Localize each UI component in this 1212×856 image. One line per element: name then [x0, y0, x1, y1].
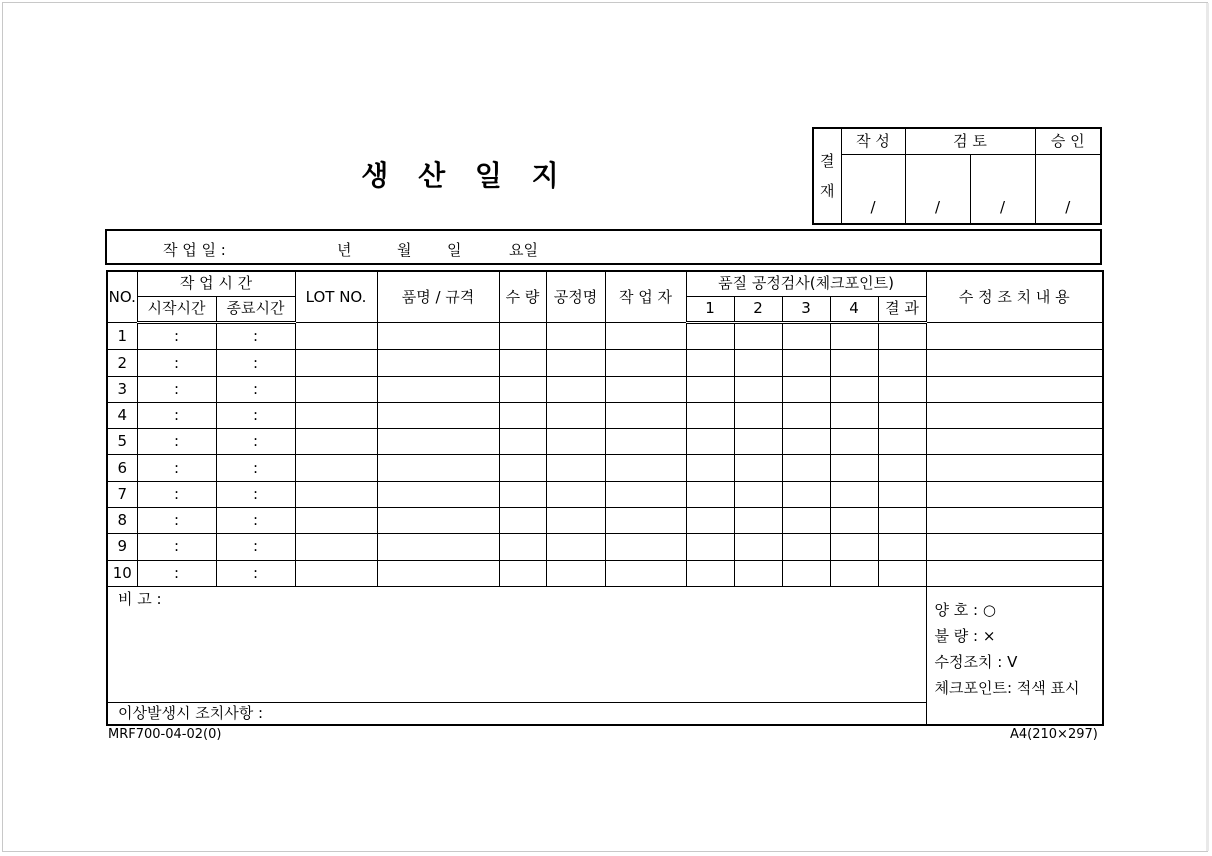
result-cell[interactable] [878, 508, 926, 534]
header-quality-check: 품질 공정검사(체크포인트) [686, 271, 926, 296]
row-number: 4 [107, 402, 137, 428]
year-label: 년 [337, 241, 352, 259]
process-cell[interactable] [546, 455, 605, 481]
start-time-cell[interactable]: : [137, 350, 216, 376]
header-checkpoint-2: 2 [734, 296, 782, 322]
table-row [107, 508, 1103, 534]
lot-no-cell[interactable] [295, 402, 377, 428]
checkpoint-1-cell[interactable] [686, 534, 734, 560]
table-row [107, 350, 1103, 376]
result-cell[interactable] [878, 455, 926, 481]
quantity-cell[interactable] [499, 481, 546, 507]
worker-cell[interactable] [605, 455, 686, 481]
lot-no-cell[interactable] [295, 376, 377, 402]
checkpoint-2-cell[interactable] [734, 481, 782, 507]
result-cell[interactable] [878, 376, 926, 402]
quantity-cell[interactable] [499, 323, 546, 350]
table-row [107, 376, 1103, 402]
start-time-cell[interactable]: : [137, 481, 216, 507]
worker-cell[interactable] [605, 402, 686, 428]
work-date-label: 작 업 일 : [163, 241, 226, 259]
checkpoint-2-cell[interactable] [734, 350, 782, 376]
legend-cell [926, 586, 1103, 725]
table-row [107, 323, 1103, 350]
checkpoint-1-cell[interactable] [686, 429, 734, 455]
month-label: 월 [397, 241, 412, 259]
checkpoint-3-cell[interactable] [782, 481, 830, 507]
process-cell[interactable] [546, 534, 605, 560]
item-spec-cell[interactable] [377, 429, 499, 455]
checkpoint-1-cell[interactable] [686, 560, 734, 586]
table-row [107, 429, 1103, 455]
process-cell[interactable] [546, 376, 605, 402]
end-time-cell[interactable]: : [216, 323, 295, 350]
process-cell[interactable] [546, 560, 605, 586]
checkpoint-3-cell[interactable] [782, 350, 830, 376]
start-time-cell[interactable]: : [137, 376, 216, 402]
row-number: 1 [107, 323, 137, 350]
start-time-cell[interactable]: : [137, 534, 216, 560]
approval-cell-1[interactable]: / [841, 154, 905, 224]
legend-checkpoint: 체크포인트: 적색 표시 [934, 678, 1080, 697]
doc-code: MRF700-04-02(0) [108, 727, 222, 742]
page-title: 생 산 일 지 [361, 159, 569, 192]
result-cell[interactable] [878, 534, 926, 560]
scrollbar[interactable] [1206, 3, 1209, 851]
row-number: 2 [107, 350, 137, 376]
checkpoint-4-cell[interactable] [830, 402, 878, 428]
production-log-table [106, 270, 1104, 726]
checkpoint-2-cell[interactable] [734, 429, 782, 455]
quantity-cell[interactable] [499, 508, 546, 534]
day-label: 일 [447, 241, 462, 259]
item-spec-cell[interactable] [377, 350, 499, 376]
correction-cell[interactable] [926, 323, 1103, 350]
weekday-label: 요일 [509, 241, 538, 259]
process-cell[interactable] [546, 402, 605, 428]
header-checkpoint-1: 1 [686, 296, 734, 322]
checkpoint-4-cell[interactable] [830, 508, 878, 534]
table-row [107, 402, 1103, 428]
approval-cell-3[interactable]: / [970, 154, 1035, 224]
quantity-cell[interactable] [499, 376, 546, 402]
row-number: 10 [107, 560, 137, 586]
result-cell[interactable] [878, 402, 926, 428]
header-quantity: 수 량 [499, 271, 546, 323]
work-date-line [105, 229, 1102, 265]
legend-correction: 수정조치 : V [934, 652, 1018, 671]
header-result: 결 과 [878, 296, 926, 322]
end-time-cell[interactable]: : [216, 508, 295, 534]
result-cell[interactable] [878, 481, 926, 507]
correction-cell[interactable] [926, 508, 1103, 534]
remarks-label: 비 고 : [118, 589, 162, 608]
item-spec-cell[interactable] [377, 323, 499, 350]
lot-no-cell[interactable] [295, 323, 377, 350]
process-cell[interactable] [546, 481, 605, 507]
checkpoint-4-cell[interactable] [830, 455, 878, 481]
checkpoint-4-cell[interactable] [830, 429, 878, 455]
item-spec-cell[interactable] [377, 376, 499, 402]
worker-cell[interactable] [605, 508, 686, 534]
checkpoint-2-cell[interactable] [734, 402, 782, 428]
process-cell[interactable] [546, 323, 605, 350]
correction-cell[interactable] [926, 560, 1103, 586]
checkpoint-1-cell[interactable] [686, 455, 734, 481]
quantity-cell[interactable] [499, 402, 546, 428]
approval-header-writer: 작 성 [841, 128, 905, 154]
item-spec-cell[interactable] [377, 402, 499, 428]
correction-cell[interactable] [926, 534, 1103, 560]
checkpoint-3-cell[interactable] [782, 429, 830, 455]
checkpoint-1-cell[interactable] [686, 508, 734, 534]
header-process: 공정명 [546, 271, 605, 323]
end-time-cell[interactable]: : [216, 429, 295, 455]
approval-header-review: 검 토 [905, 128, 1035, 154]
item-spec-cell[interactable] [377, 534, 499, 560]
start-time-cell[interactable]: : [137, 560, 216, 586]
lot-no-cell[interactable] [295, 350, 377, 376]
quantity-cell[interactable] [499, 350, 546, 376]
approval-header-approve: 승 인 [1035, 128, 1101, 154]
approval-box [812, 127, 1102, 225]
end-time-cell[interactable]: : [216, 350, 295, 376]
checkpoint-2-cell[interactable] [734, 455, 782, 481]
worker-cell[interactable] [605, 323, 686, 350]
result-cell[interactable] [878, 350, 926, 376]
start-time-cell[interactable]: : [137, 508, 216, 534]
checkpoint-4-cell[interactable] [830, 376, 878, 402]
end-time-cell[interactable]: : [216, 402, 295, 428]
row-number: 9 [107, 534, 137, 560]
quantity-cell[interactable] [499, 429, 546, 455]
correction-cell[interactable] [926, 429, 1103, 455]
process-cell[interactable] [546, 508, 605, 534]
checkpoint-2-cell[interactable] [734, 560, 782, 586]
table-row [107, 455, 1103, 481]
end-time-cell[interactable]: : [216, 376, 295, 402]
worker-cell[interactable] [605, 534, 686, 560]
checkpoint-4-cell[interactable] [830, 560, 878, 586]
row-number: 5 [107, 429, 137, 455]
abnormal-action-cell[interactable] [107, 703, 926, 725]
worker-cell[interactable] [605, 350, 686, 376]
header-checkpoint-3: 3 [782, 296, 830, 322]
header-end-time: 종료시간 [216, 296, 295, 322]
table-row [107, 560, 1103, 586]
checkpoint-3-cell[interactable] [782, 376, 830, 402]
approval-cell-2[interactable]: / [905, 154, 970, 224]
end-time-cell[interactable]: : [216, 534, 295, 560]
correction-cell[interactable] [926, 481, 1103, 507]
item-spec-cell[interactable] [377, 560, 499, 586]
checkpoint-2-cell[interactable] [734, 323, 782, 350]
checkpoint-2-cell[interactable] [734, 376, 782, 402]
lot-no-cell[interactable] [295, 429, 377, 455]
approval-side-label: 결 재 [813, 128, 841, 224]
correction-cell[interactable] [926, 402, 1103, 428]
start-time-cell[interactable]: : [137, 455, 216, 481]
start-time-cell[interactable]: : [137, 323, 216, 350]
checkpoint-3-cell[interactable] [782, 534, 830, 560]
item-spec-cell[interactable] [377, 455, 499, 481]
checkpoint-2-cell[interactable] [734, 508, 782, 534]
result-cell[interactable] [878, 560, 926, 586]
legend-good: 양 호 : ○ [934, 600, 996, 619]
header-worker: 작 업 자 [605, 271, 686, 323]
quantity-cell[interactable] [499, 534, 546, 560]
result-cell[interactable] [878, 323, 926, 350]
checkpoint-3-cell[interactable] [782, 323, 830, 350]
checkpoint-4-cell[interactable] [830, 481, 878, 507]
result-cell[interactable] [878, 429, 926, 455]
header-checkpoint-4: 4 [830, 296, 878, 322]
process-cell[interactable] [546, 429, 605, 455]
checkpoint-1-cell[interactable] [686, 323, 734, 350]
correction-cell[interactable] [926, 455, 1103, 481]
header-start-time: 시작시간 [137, 296, 216, 322]
header-item-spec: 품명 / 규격 [377, 271, 499, 323]
quantity-cell[interactable] [499, 455, 546, 481]
worker-cell[interactable] [605, 481, 686, 507]
header-correction: 수 정 조 치 내 용 [926, 271, 1103, 323]
checkpoint-4-cell[interactable] [830, 323, 878, 350]
legend-defect: 불 량 : × [934, 626, 996, 645]
lot-no-cell[interactable] [295, 481, 377, 507]
lot-no-cell[interactable] [295, 508, 377, 534]
checkpoint-3-cell[interactable] [782, 455, 830, 481]
end-time-cell[interactable]: : [216, 455, 295, 481]
checkpoint-3-cell[interactable] [782, 508, 830, 534]
end-time-cell[interactable]: : [216, 481, 295, 507]
lot-no-cell[interactable] [295, 455, 377, 481]
correction-cell[interactable] [926, 350, 1103, 376]
lot-no-cell[interactable] [295, 560, 377, 586]
end-time-cell[interactable]: : [216, 560, 295, 586]
approval-cell-4[interactable]: / [1035, 154, 1101, 224]
correction-cell[interactable] [926, 376, 1103, 402]
header-no: NO. [107, 271, 137, 323]
checkpoint-1-cell[interactable] [686, 481, 734, 507]
header-work-time: 작 업 시 간 [137, 271, 295, 296]
worker-cell[interactable] [605, 429, 686, 455]
checkpoint-4-cell[interactable] [830, 534, 878, 560]
item-spec-cell[interactable] [377, 508, 499, 534]
header-lot-no: LOT NO. [295, 271, 377, 323]
start-time-cell[interactable]: : [137, 429, 216, 455]
paper-size: A4(210×297) [1010, 727, 1098, 742]
lot-no-cell[interactable] [295, 534, 377, 560]
row-number: 3 [107, 376, 137, 402]
checkpoint-3-cell[interactable] [782, 560, 830, 586]
checkpoint-1-cell[interactable] [686, 376, 734, 402]
checkpoint-1-cell[interactable] [686, 402, 734, 428]
row-number: 8 [107, 508, 137, 534]
row-number: 7 [107, 481, 137, 507]
table-row [107, 481, 1103, 507]
table-row [107, 534, 1103, 560]
process-cell[interactable] [546, 350, 605, 376]
worker-cell[interactable] [605, 376, 686, 402]
worker-cell[interactable] [605, 560, 686, 586]
item-spec-cell[interactable] [377, 481, 499, 507]
checkpoint-2-cell[interactable] [734, 534, 782, 560]
quantity-cell[interactable] [499, 560, 546, 586]
row-number: 6 [107, 455, 137, 481]
remarks-cell[interactable] [107, 586, 926, 702]
start-time-cell[interactable]: : [137, 402, 216, 428]
checkpoint-1-cell[interactable] [686, 350, 734, 376]
checkpoint-4-cell[interactable] [830, 350, 878, 376]
abnormal-action-label: 이상발생시 조치사항 : [118, 704, 264, 723]
checkpoint-3-cell[interactable] [782, 402, 830, 428]
